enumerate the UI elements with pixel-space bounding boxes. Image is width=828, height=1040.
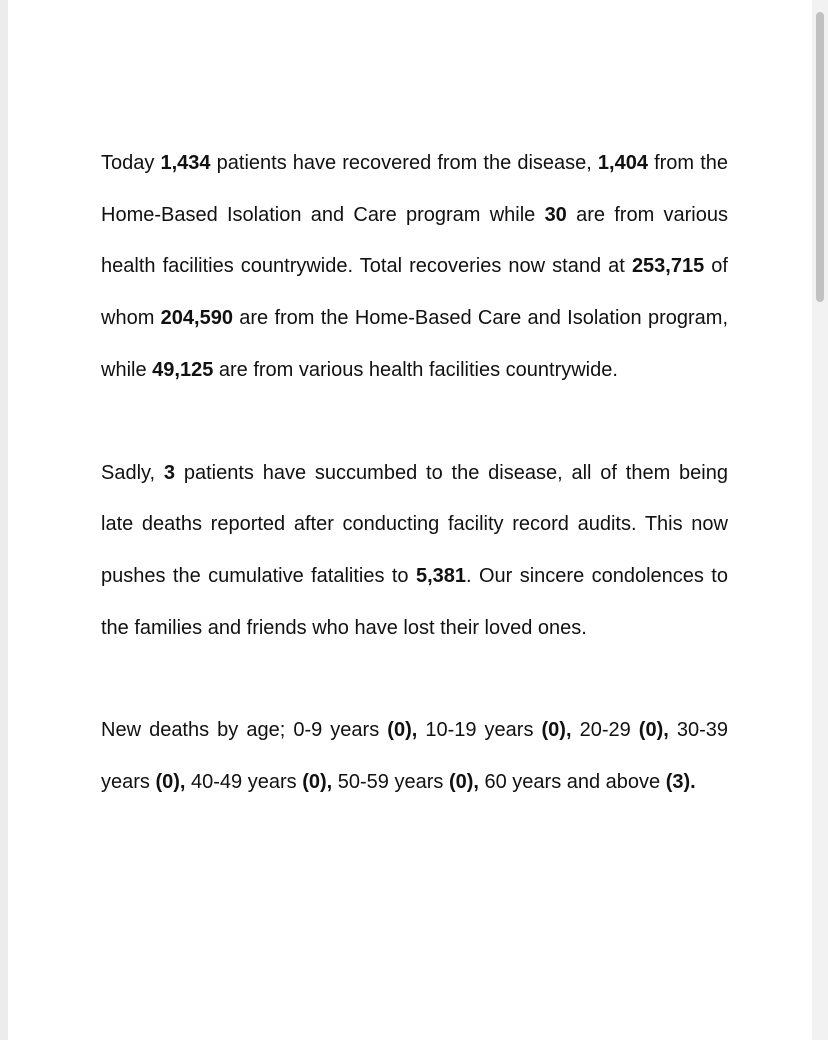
text-run: are from the Home-Based Care and Isolation program, while xyxy=(101,307,729,381)
text-run: 50-59 years xyxy=(332,771,449,794)
text-run: New deaths by age; 0-9 years xyxy=(101,719,388,742)
highlighted-figure: 1,404 xyxy=(597,152,648,174)
highlighted-figure: 204,590 xyxy=(160,307,233,330)
text-run: are from various health facilities countrywide. xyxy=(213,358,618,381)
text-run: of whom xyxy=(101,255,728,330)
text-run: are from various health facilities countrywide. Total recoveries now stand at xyxy=(101,203,728,278)
highlighted-figure: (3). xyxy=(665,771,696,794)
highlighted-figure: 3 xyxy=(163,461,176,484)
text-run: 60 years and above xyxy=(478,771,666,794)
document-page xyxy=(8,0,812,1040)
text-run: Today xyxy=(101,152,161,174)
highlighted-figure: 253,715 xyxy=(631,255,705,278)
highlighted-figure: 5,381 xyxy=(415,564,467,587)
highlighted-figure: (0), xyxy=(541,719,572,742)
text-run: 30-39 years xyxy=(101,719,729,794)
document-body xyxy=(101,138,728,809)
recoveries-paragraph xyxy=(101,138,728,397)
vertical-scrollbar[interactable] xyxy=(812,0,828,1040)
fatalities-paragraph xyxy=(101,448,728,655)
text-run: 10-19 years xyxy=(417,719,542,742)
highlighted-figure: (0), xyxy=(638,719,669,742)
highlighted-figure: (0), xyxy=(155,771,186,794)
text-run: 40-49 years xyxy=(185,771,303,794)
text-run: from the Home-Based Isolation and Care program while xyxy=(101,152,728,226)
deaths-by-age-paragraph xyxy=(101,705,728,808)
text-run: Sadly, xyxy=(101,461,164,484)
text-run: 20-29 xyxy=(571,719,639,742)
text-run: patients have recovered from the disease, xyxy=(210,152,598,174)
highlighted-figure: 30 xyxy=(544,203,567,226)
highlighted-figure: 1,434 xyxy=(160,152,211,174)
highlighted-figure: (0), xyxy=(448,771,479,794)
text-run: . Our sincere condolences to the families and friends who have lost their loved ones. xyxy=(101,564,728,639)
text-run: patients have succumbed to the disease, all of them being late deaths reported after conducting facility record audits. This now pushes the cumulative fatalities to xyxy=(101,461,728,587)
highlighted-figure: (0), xyxy=(387,719,418,742)
highlighted-figure: 49,125 xyxy=(152,358,214,381)
highlighted-figure: (0), xyxy=(302,771,333,794)
scrollbar-thumb[interactable] xyxy=(816,12,824,302)
